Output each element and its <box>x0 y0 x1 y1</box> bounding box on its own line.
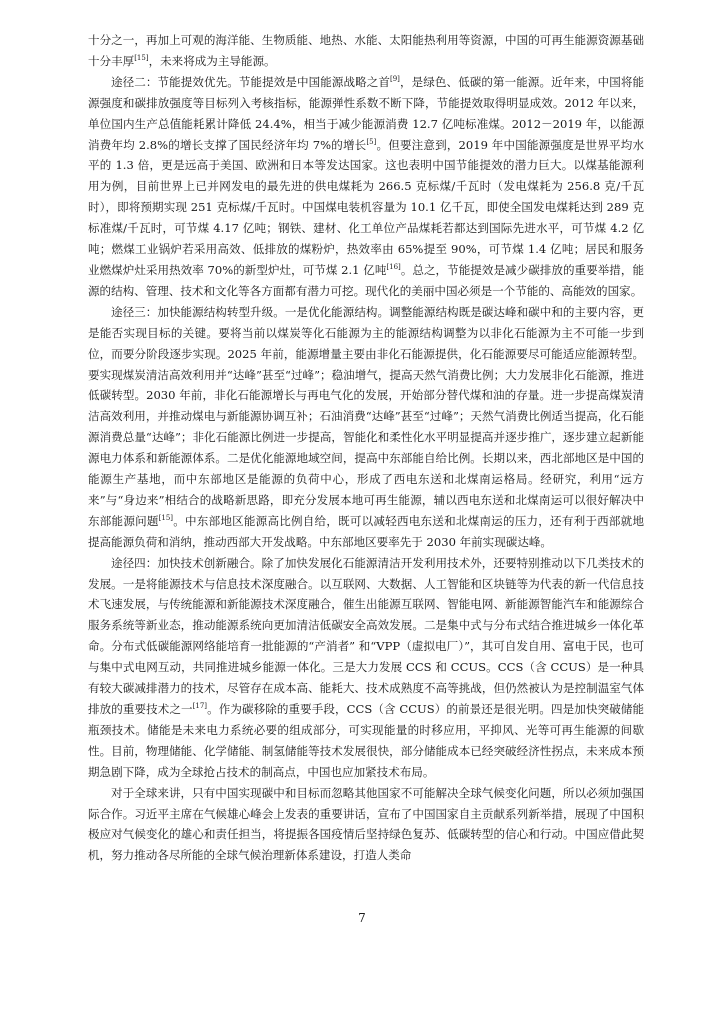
body-text <box>88 30 644 866</box>
paragraph-text: 十分之一，再加上可观的海洋能、生物质能、地热、水能、太阳能热利用等资源，中国的可再生能源资源基础十分丰厚 <box>88 33 644 68</box>
page-number: 7 <box>358 911 366 925</box>
paragraph <box>88 553 644 783</box>
document-page <box>88 30 644 866</box>
paragraph <box>88 30 644 72</box>
citation-ref: [5] <box>366 137 377 146</box>
paragraph-text: 。但要注意到，2019 年中国能源强度是世界平均水平的 1.3 倍，更是远高于美国、欧洲和日本等发达国家。这也表明中国节能提效的潜力巨大。以煤基能源利用为例，目前世界上已并网发电的最先进的供电煤耗为 266.5 克标煤/千瓦时（发电煤耗为 256.8 克/千瓦时），即将预期实现 251 克标煤/千瓦时。中国煤电装机容量为 10.1 亿千瓦，即使全国发电煤耗达到 289 克标准煤/千瓦时，可节煤 4.17 亿吨；钢铁、建材、化工单位产品煤耗若都达到国际先进水平，可节煤 4.2 亿吨；燃煤工业锅炉若采用高效、低排放的煤粉炉，热效率由 65%提至 90%，可节煤 1.4 亿吨；居民和服务业燃煤炉灶采用热效率 70%的新型炉灶，可节煤 2.1 亿吨 <box>88 137 644 277</box>
paragraph-text: 。作为碳移除的重要手段，CCS（含 CCUS）的前景还是很光明。四是加快突破储能瓶颈技术。储能是未来电力系统必要的组成部分，可实现能量的时移应用，平抑风、光等可再生能源的间歇性。目前，物理储能、化学储能、制氢储能等技术发展很快，部分储能成本已经突破经济性拐点，未来成本预期急剧下降，成为全球抢占技术的制高点，中国也应加紧技术布局。 <box>88 702 645 779</box>
paragraph-text: ，未来将成为主导能源。 <box>148 53 276 68</box>
paragraph <box>88 72 644 302</box>
paragraph-text: 。总之，节能提效是减少碳排放的重要举措，能源的结构、管理、技术和文化等各方面都有潜力可挖。现代化的美丽中国必须是一个节能的、高能效的国家。 <box>88 262 645 298</box>
paragraph <box>88 302 644 553</box>
paragraph <box>88 783 644 867</box>
paragraph-text: 途径二：节能提效优先。节能提效是中国能源战略之首 <box>111 74 390 89</box>
paragraph-text: 。中东部地区能源高比例自给，既可以减轻西电东送和北煤南运的压力，还有利于西部就地提高能源负荷和消纳，推动西部大开发战略。中东部地区要率先于 2030 年前实现碳达峰。 <box>88 513 645 549</box>
citation-ref: [15] <box>158 514 174 522</box>
paragraph-text: 途径四：加快技术创新融合。除了加快发展化石能源清洁开发利用技术外，还要特别推动以下几类技术的发展。一是将能源技术与信息技术深度融合。以互联网、大数据、人工智能和区块链等为代表的新一代信息技术飞速发展，与传统能源和新能源技术深度融合，催生出能源互联网、智能电网、新能源智能汽车和能源综合服务系统等新业态，推动能源系统向更加清洁低碳安全高效发展。二是集中式与分布式结合推进城乡一体化革命。分布式低碳能源网络能培育一批能源的“产消者” 和“VPP（虚拟电厂）”，其可自发自用、富电于民，也可与集中式电网互动，共同推进城乡能源一体化。三是大力发展 CCS 和 CCUS。CCS（含 CCUS）是一种具有较大碳减排潜力的技术，尽管存在成本高、能耗大、技术成熟度不高等挑战，但仍然被认为是控制温室气体排放的重要技术之一 <box>88 555 644 716</box>
paragraph-text: ，是绿色、低碳的第一能源。近年来，中国将能源强度和碳排放强度等目标列入考核指标，能源弹性系数不断下降，节能提效取得明显成效。2012 年以来，单位国内生产总值能耗累计降低 24.4%，相当于减少能源消费 12.7 亿吨标准煤。2012－2019 年，以能源消费年均 2.8%的增长支撑了国民经济年均 7%的增长 <box>88 74 645 152</box>
citation-ref: [15] <box>134 54 149 63</box>
paragraph-text: 途径三：加快能源结构转型升级。一是优化能源结构。调整能源结构既是碳达峰和碳中和的主要内容，更是能否实现目标的关键。要将当前以煤炭等化石能源为主的能源结构调整为以非化石能源为主不可能一步到位，而要分阶段逐步实现。2025 年前，能源增量主要由非化石能源提供，化石能源要尽可能适应能源转型。要实现煤炭清洁高效利用并“达峰”甚至“过峰”；稳油增气，提高天然气消费比例；大力发展非化石能源，推进低碳转型。2030 年前，非化石能源增长与再电气化的发展，开始部分替代煤和油的存量。进一步提高煤炭清洁高效利用，并推动煤电与新能源协调互补；石油消费“达峰”甚至“过峰”；天然气消费比例适当提高，化石能源消费总量“达峰”；非化石能源比例进一步提高，智能化和柔性化水平明显提高并逐步推广，逐步建立起新能源电力体系和新能源体系。二是优化能源地域空间，提高中东部能自给比例。长期以来，西北部地区是中国的能源生产基地，而中东部地区是能源的负荷中心，形成了西电东送和北煤南运格局。经研究，利用“远方来”与“身边来”相结合的战略新思路，即充分发展本地可再生能源，辅以西电东送和北煤南运可以很好解决中东部能源问题 <box>88 304 644 528</box>
citation-ref: [16] <box>386 263 401 272</box>
citation-ref: [17] <box>192 702 208 711</box>
paragraph-text: 对于全球来讲，只有中国实现碳中和目标而忽略其他国家不可能解决全球气候变化问题，所以必须加强国际合作。习近平主席在气候雄心峰会上发表的重要讲话，宣布了中国国家自主贡献系列新举措，展现了中国积极应对气候变化的雄心和责任担当，将提振各国疫情后坚持绿色复苏、低碳转型的信心和行动。中国应借此契机，努力推动各尽所能的全球气候治理新体系建设，打造人类命 <box>88 785 644 863</box>
citation-ref: [9] <box>389 74 400 83</box>
